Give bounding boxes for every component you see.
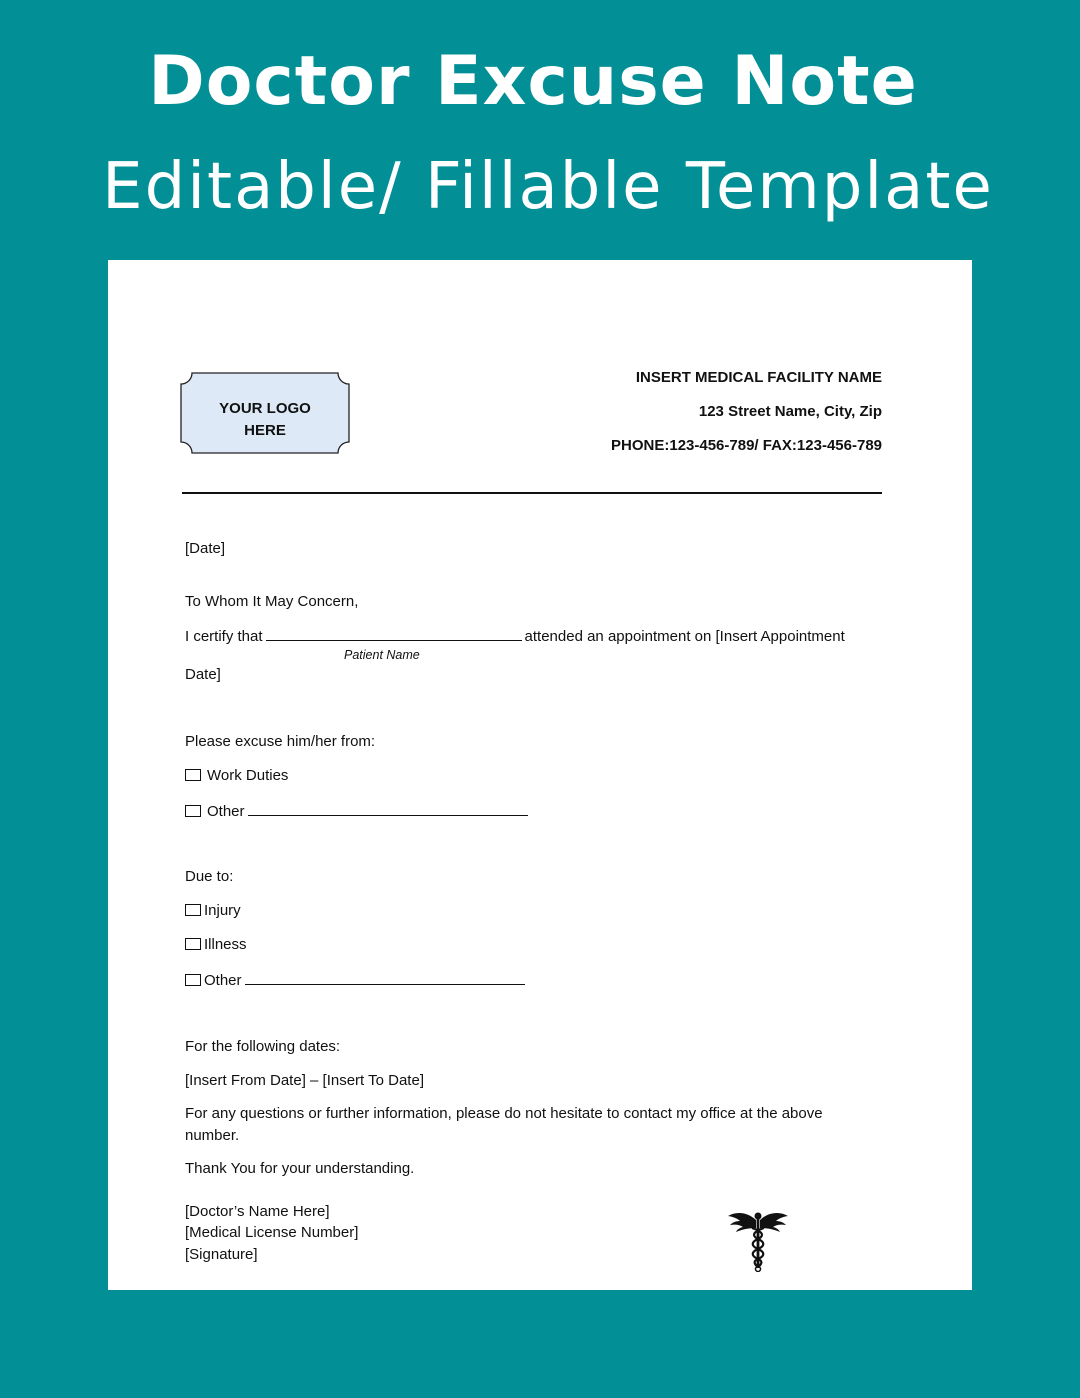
checkbox-injury[interactable] [185, 904, 201, 916]
header-divider [182, 492, 882, 494]
certify-line [185, 626, 882, 645]
option-label: Other [207, 803, 245, 820]
questions-line-2: number. [185, 1127, 240, 1144]
option-label: Injury [204, 902, 241, 919]
facility-name: INSERT MEDICAL FACILITY NAME [635, 369, 882, 386]
questions-line-1: For any questions or further information, please do not hesitate to contact my office at the above [185, 1105, 823, 1122]
logo-line-2: HERE [244, 422, 286, 439]
due-option-injury [185, 902, 241, 919]
due-heading: Due to: [185, 868, 234, 885]
checkbox-due-other[interactable] [185, 974, 201, 986]
page-subtitle: Editable/ Fillable Template [102, 150, 994, 224]
certify-prefix: I certify that [185, 628, 263, 645]
excuse-option-work-duties [185, 767, 288, 784]
option-label: Other [204, 972, 242, 989]
facility-address: 123 Street Name, City, Zip [698, 403, 882, 420]
license-number: [Medical License Number] [185, 1224, 359, 1241]
excuse-other-field[interactable] [248, 801, 528, 816]
dates-heading: For the following dates: [185, 1038, 341, 1055]
certify-suffix: attended an appointment on [Insert Appointment [524, 628, 845, 645]
facility-phone-fax: PHONE:123-456-789/ FAX:123-456-789 [611, 437, 882, 454]
date-range: [Insert From Date] – [Insert To Date] [185, 1072, 424, 1089]
option-label: Illness [204, 936, 247, 953]
excuse-heading: Please excuse him/her from: [185, 733, 376, 750]
checkbox-work-duties[interactable] [185, 769, 201, 781]
date-placeholder: [Date] [185, 540, 226, 557]
thanks-line: Thank You for your understanding. [185, 1160, 415, 1177]
patient-name-field[interactable] [266, 626, 522, 641]
caduceus-icon [726, 1206, 790, 1272]
checkbox-illness[interactable] [185, 938, 201, 950]
due-other-field[interactable] [245, 970, 525, 985]
certify-continued: Date] [185, 666, 221, 683]
salutation: To Whom It May Concern, [185, 593, 359, 610]
due-option-illness [185, 936, 247, 953]
patient-name-caption: Patient Name [344, 648, 420, 662]
option-label: Work Duties [207, 767, 289, 784]
excuse-option-other [185, 801, 531, 820]
logo-line-1: YOUR LOGO [219, 400, 311, 417]
checkbox-excuse-other[interactable] [185, 805, 201, 817]
due-option-other [185, 970, 528, 989]
signature: [Signature] [185, 1246, 258, 1263]
excuse-note-document [108, 260, 972, 1290]
doctor-name: [Doctor’s Name Here] [185, 1203, 330, 1220]
page-title: Doctor Excuse Note [148, 42, 918, 121]
